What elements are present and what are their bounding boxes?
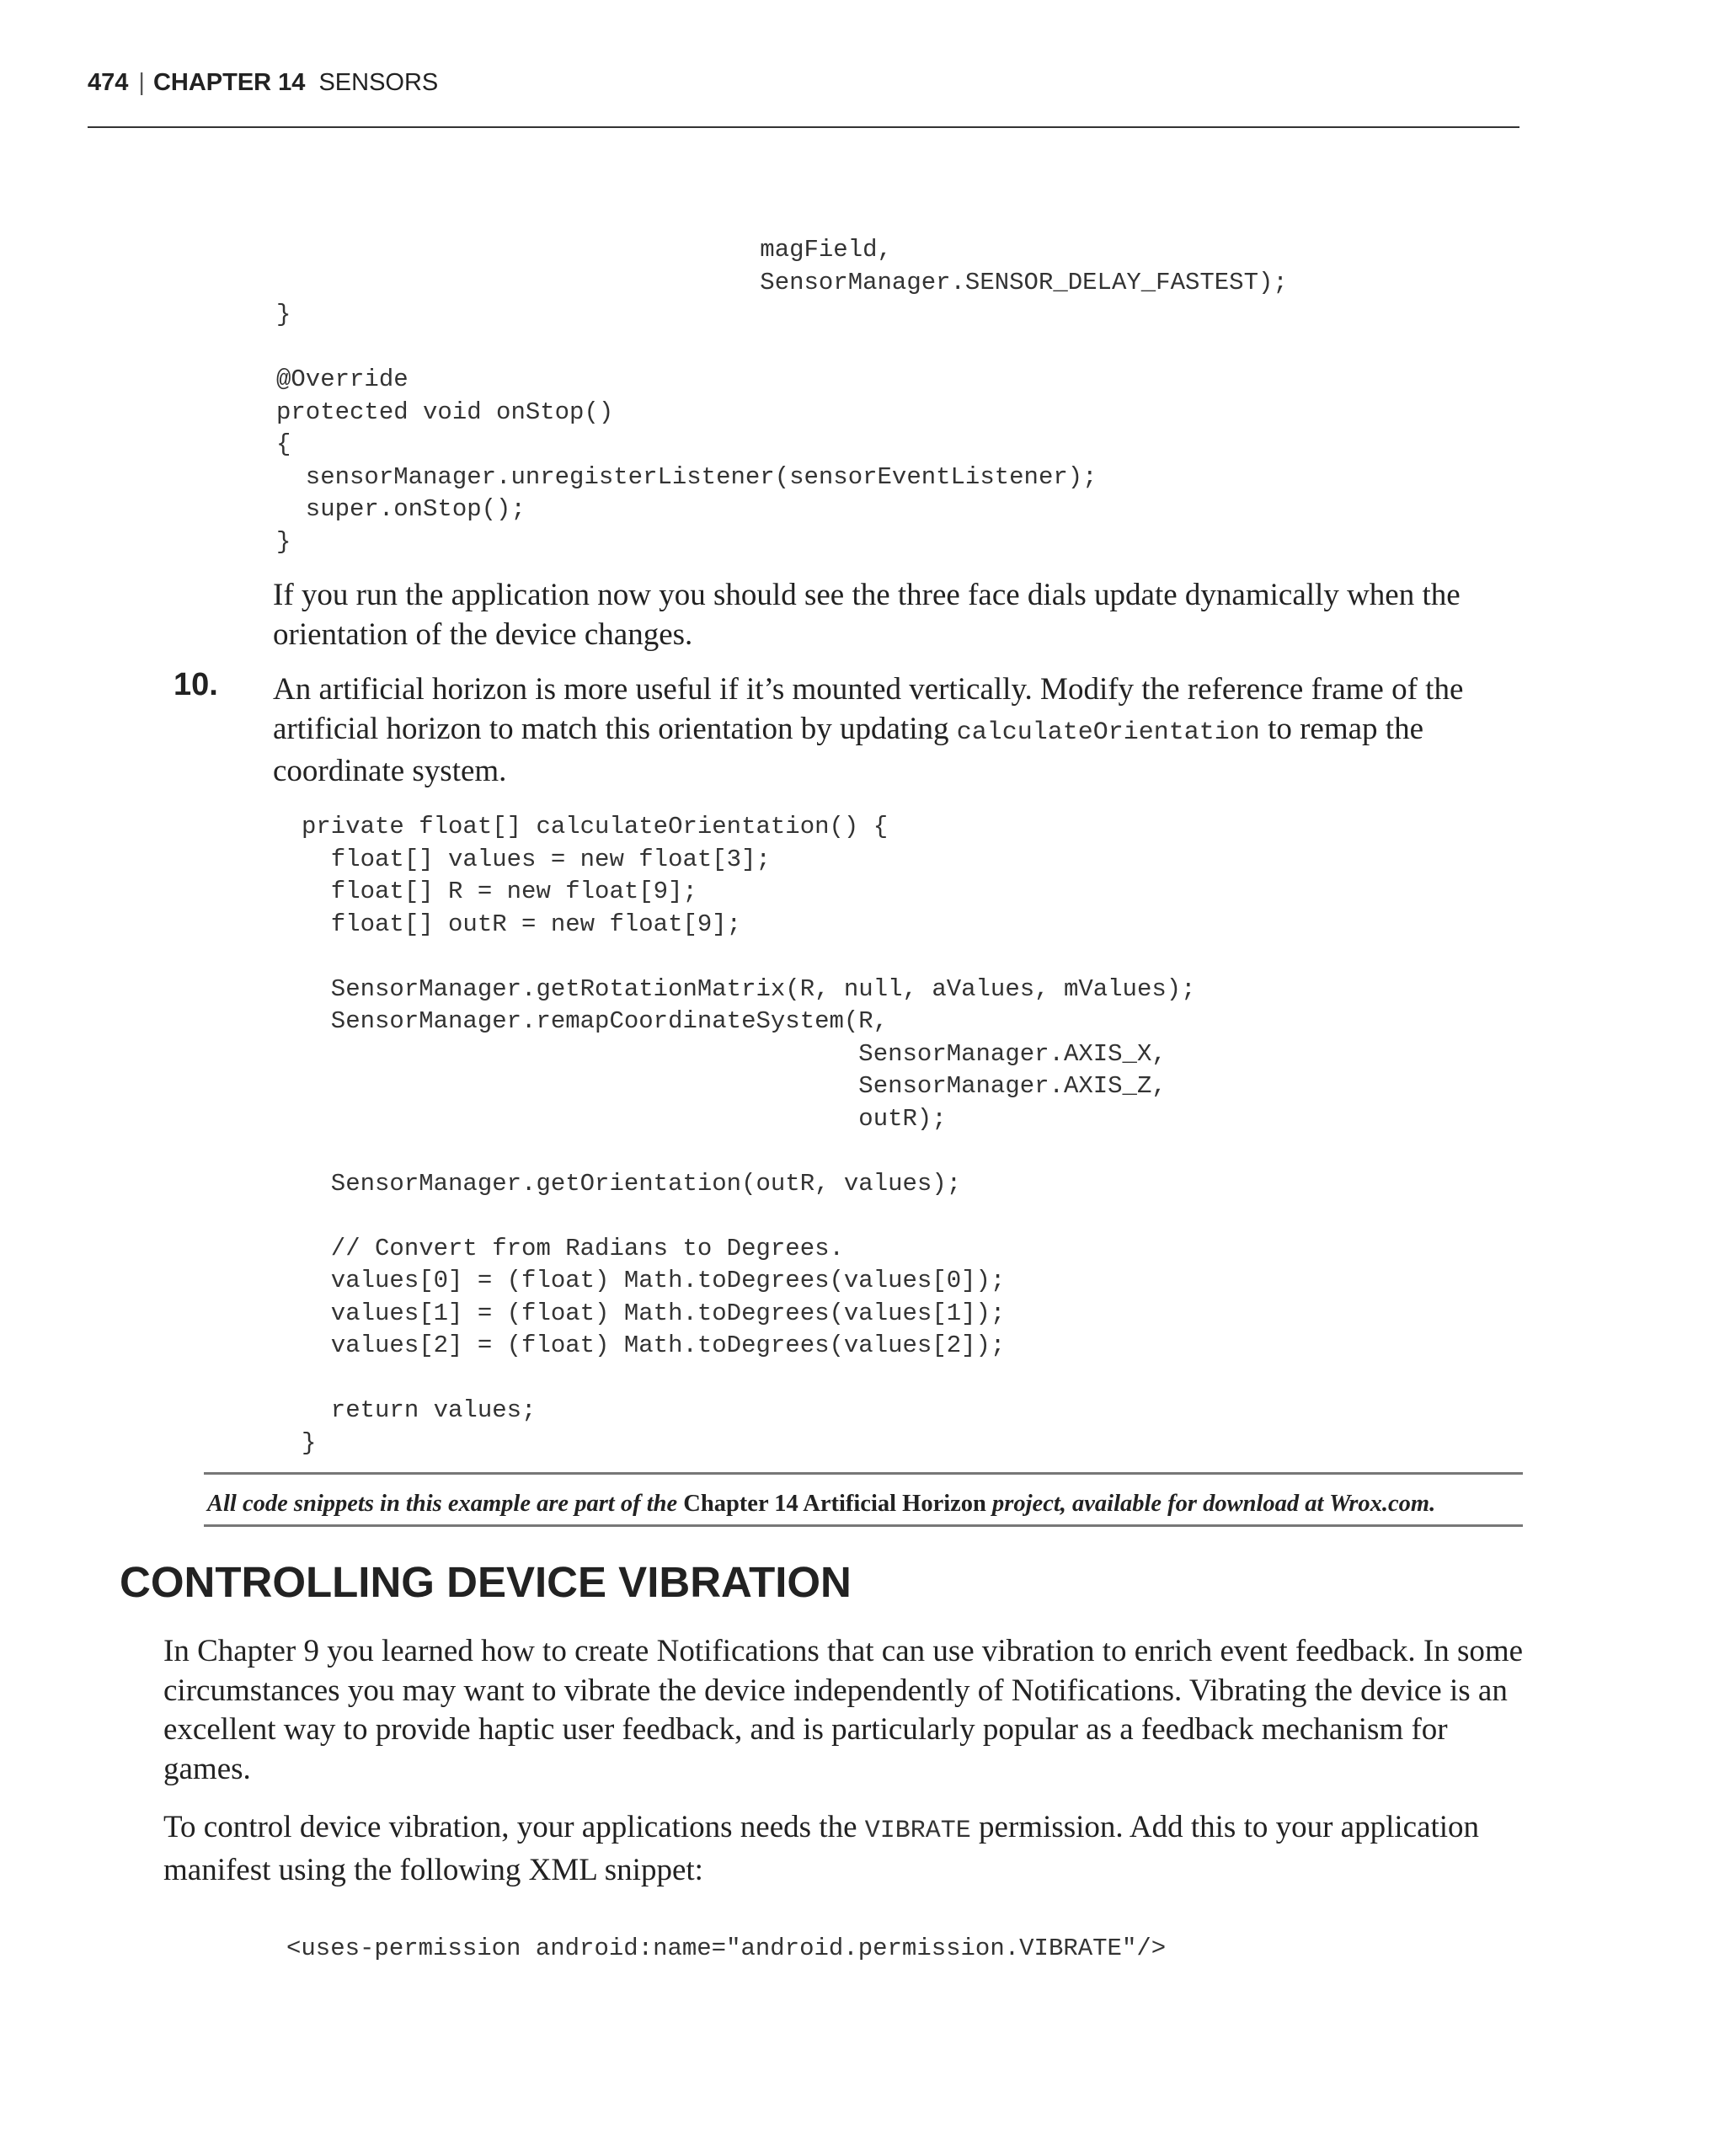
note-project-name: Chapter 14 Artificial Horizon [683, 1491, 986, 1517]
paragraph-step-10 [273, 670, 1494, 792]
download-note [207, 1489, 1521, 1519]
header-rule [88, 126, 1519, 128]
step-10-text-after: to remap the coordinate system. [273, 711, 1423, 788]
running-header [88, 67, 1519, 98]
note-text-start: All code snippets in this example are part of the [207, 1491, 684, 1517]
section-heading: CONTROLLING DEVICE VIBRATION [120, 1558, 852, 1606]
step-10-text-before: An artificial horizon is more useful if it’s mounted vertically. Modify the reference frame of the artificial horizon to match this orientation by updating [273, 672, 1464, 746]
note-text-end: project, available for download at Wrox.com. [985, 1491, 1436, 1517]
header-separator: | [138, 69, 145, 96]
code-term-calculate-orientation: calculateOrientation [956, 718, 1260, 747]
code-block-onstop: magField, SensorManager.SENSOR_DELAY_FASTEST); } @Override protected void onStop() { sensorManager.unregisterListener(sensorEventListener); super.onStop(); } [276, 236, 1288, 556]
code-block-calculate-orientation: private float[] calculateOrientation() { float[] values = new float[3]; float[] R = new float[9]; float[] outR = new float[9]; SensorManager.getRotationMatrix(R, null, aValues, mValues); SensorManager.remapCoordinateSystem(R, SensorManager.AXIS_X, SensorManager.AXIS_Z, outR); SensorManager.getOrientation(outR, values); // Convert from Radians to Degrees. values[0] = (float) Math.toDegrees(values[0]); values[1] = (float) Math.toDegrees(values[1]); values[2] = (float) Math.toDegrees(values[2]); return values; } [302, 813, 1196, 1457]
note-rule-top [204, 1472, 1523, 1475]
chapter-label: CHAPTER 14 [152, 69, 306, 96]
permission-text-before: To control device vibration, your applications needs the [163, 1810, 865, 1844]
code-block-uses-permission: <uses-permission android:name="android.permission.VIBRATE"/> [286, 1935, 1167, 1962]
paragraph-chapter-9: In Chapter 9 you learned how to create Notifications that can use vibration to enrich event feedback. In some circumstances you may want to vibrate the device independently of Notifications. Vibrating the device is an excellent way to provide haptic user feedback, and is particularly popular as a feedback mechanism for games. [163, 1634, 1524, 1786]
paragraph-vibrate-permission [163, 1808, 1528, 1890]
step-number-10: 10. [174, 667, 218, 702]
code-term-vibrate: VIBRATE [864, 1817, 971, 1845]
page-number: 474 [88, 69, 129, 96]
paragraph-run-application: If you run the application now you should see the three face dials update dynamically when the orientation of the device changes. [273, 578, 1461, 652]
section-label: SENSORS [318, 69, 439, 96]
permission-text-after: permission. Add this to your application manifest using the following XML snippet: [163, 1810, 1480, 1887]
note-rule-bottom [204, 1524, 1523, 1527]
